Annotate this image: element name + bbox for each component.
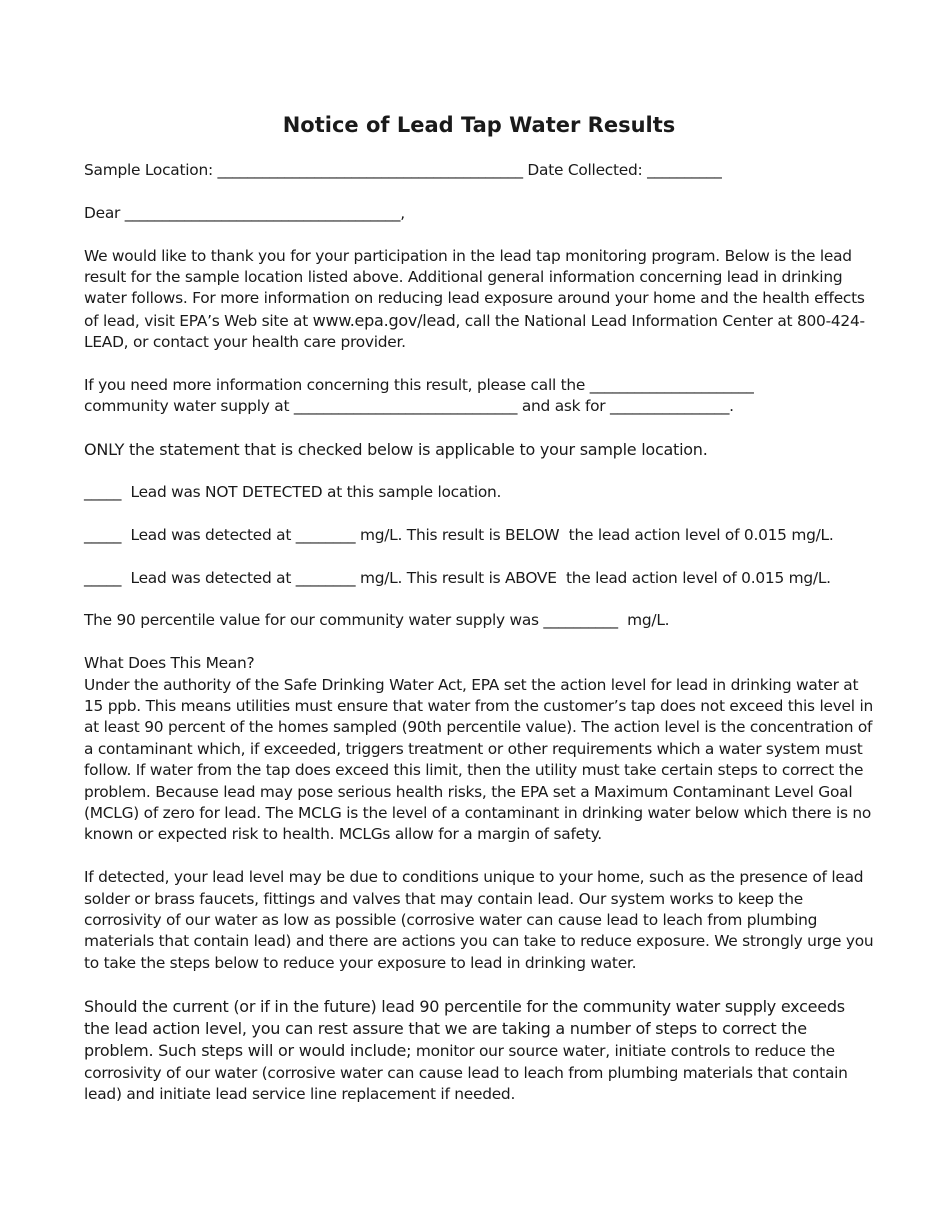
option-below-action-level: _____ Lead was detected at ________ mg/L. This result is BELOW the lead action level of 0.015 mg/L. xyxy=(84,525,834,544)
page-title: Notice of Lead Tap Water Results xyxy=(282,113,676,137)
dear-line: Dear _____________________________________, xyxy=(84,203,405,222)
future-paragraph xyxy=(84,996,874,1106)
percentile-line: The 90 percentile value for our community water supply was __________ mg/L. xyxy=(84,611,670,630)
meaning-heading: What Does This Mean? xyxy=(84,654,255,673)
contact-line-1: If you need more information concerning this result, please call the ______________________ xyxy=(84,376,754,395)
intro-text-start: We would like to thank you for your participation in the lead tap monitoring program. Below is the lead result for the sample location listed above. Additional general information concerning lead in drinking water follows. For more information on reducing lead exposure around your home and the health effects of lead, visit EPA’s Web site at xyxy=(84,246,865,330)
sample-location-line: Sample Location: _________________________________________ Date Collected: __________ xyxy=(84,161,722,179)
intro-text-end: , call the National Lead Information Center at 800-424-LEAD, or contact your health care provider. xyxy=(84,311,865,352)
epa-link[interactable]: www.epa.gov/lead xyxy=(312,310,456,330)
option-above-action-level: _____ Lead was detected at ________ mg/L. This result is ABOVE the lead action level of 0.015 mg/L. xyxy=(84,568,831,587)
contact-line-2: community water supply at ______________________________ and ask for ________________. xyxy=(84,397,734,416)
meaning-paragraph: Under the authority of the Safe Drinking Water Act, EPA set the action level for lead in drinking water at 15 ppb. This means utilities must ensure that water from the customer’s tap does not exceed this level in at least 90 percent of the homes sampled (90th percentile value). The action level is the concentration of a contaminant which, if exceeded, triggers treatment or other requirements which a water system must follow. If water from the tap does exceed this limit, then the utility must take certain steps to correct the problem. Because lead may pose serious health risks, the EPA set a Maximum Contaminant Level Goal (MCLG) of zero for lead. The MCLG is the level of a contaminant in drinking water below which there is no known or expected risk to health. MCLGs allow for a margin of safety. xyxy=(84,675,873,844)
detected-paragraph: If detected, your lead level may be due to conditions unique to your home, such as the presence of lead solder or brass faucets, fittings and valves that may contain lead. Our system works to keep the corrosivity of our water as low as possible (corrosive water can cause lead to leach from plumbing materials that contain lead) and there are actions you can take to reduce exposure. We strongly urge you to take the steps below to reduce your exposure to lead in drinking water. xyxy=(84,868,874,972)
document-body xyxy=(84,110,874,1106)
only-statement: ONLY the statement that is checked below is applicable to your sample location. xyxy=(84,440,708,460)
intro-paragraph xyxy=(84,246,874,354)
option-not-detected: _____ Lead was NOT DETECTED at this sample location. xyxy=(84,483,502,502)
future-text-emphasis: Should the current (or if in the future) lead 90 percentile for the community water supply exceeds the lead action level, you can rest assure that we are taking a number of steps to correct the problem. Such steps will or would include; xyxy=(84,996,845,1061)
future-text-rest: monitor our source water, initiate controls to reduce the corrosivity of our water (corrosive water can cause lead to leach from plumbing materials that contain lead) and initiate lead service line replacement if needed. xyxy=(84,1042,848,1104)
